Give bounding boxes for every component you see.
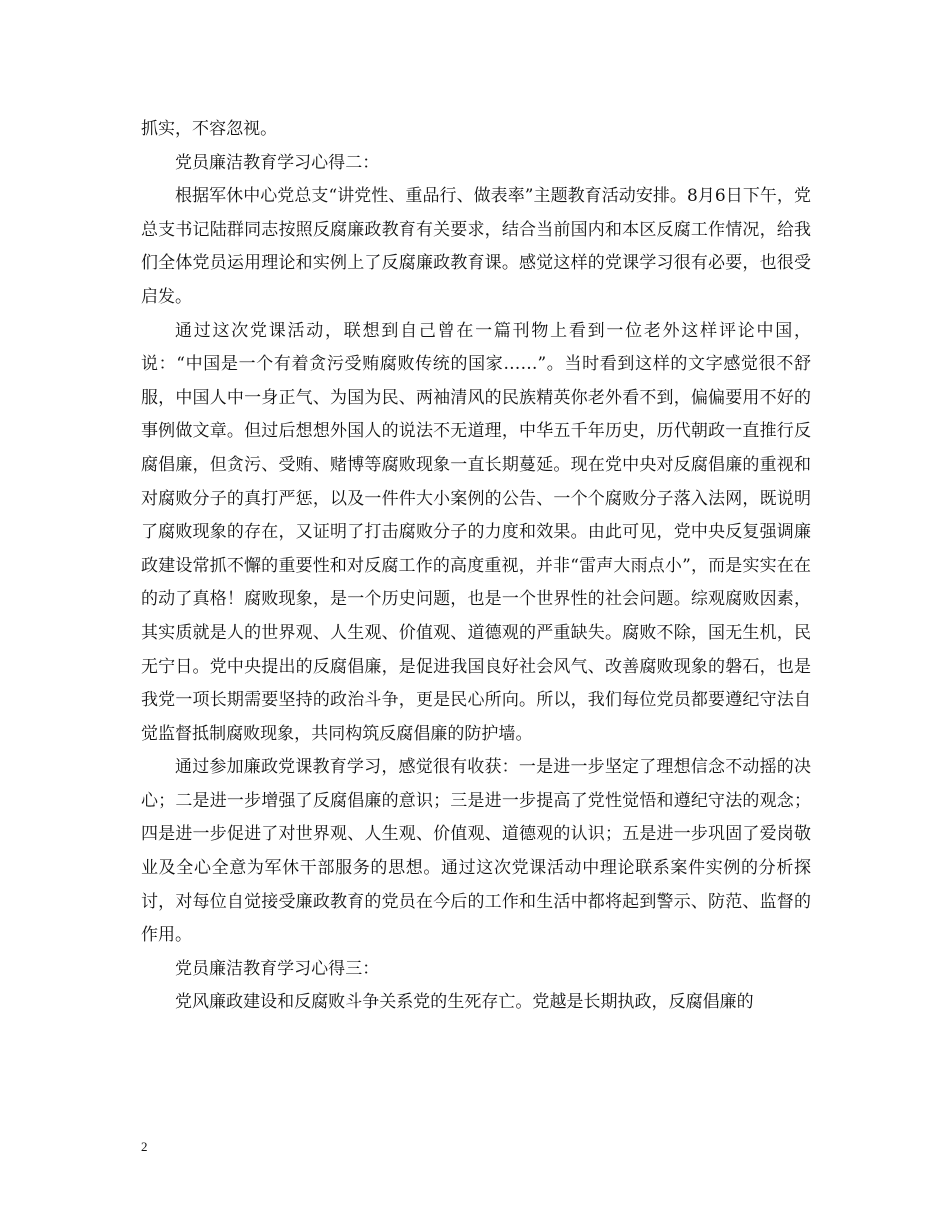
paragraph: 通过这次党课活动，联想到自己曾在一篇刊物上看到一位老外这样评论中国，说：“中国是一个有着贪污受贿腐败传统的国家……”。当时看到这样的文字感觉很不舒服，中国人中一身正气、为国为民、两袖清风的民族精英你老外看不到，偏偏要用不好的事例做文章。但过后想想外国人的说法不无道理，中华五千年历史，历代朝政一直推行反腐倡廉，但贪污、受贿、赌博等腐败现象一直长期蔓延。现在党中央对反腐倡廉的重视和对腐败分子的真打严惩，以及一件件大小案例的公告、一个个腐败分子落入法网，既说明了腐败现象的存在，又证明了打击腐败分子的力度和效果。由此可见，党中央反复强调廉政建设常抓不懈的重要性和对反腐工作的高度重视，并非“雷声大雨点小”，而是实实在在的动了真格！腐败现象，是一个历史问题，也是一个世界性的社会问题。综观腐败因素，其实质就是人的世界观、人生观、价值观、道德观的严重缺失。腐败不除，国无生机，民无宁日。党中央提出的反腐倡廉，是促进我国良好社会风气、改善腐败现象的磐石，也是我党一项长期需要坚持的政治斗争，更是民心所向。所以，我们每位党员都要遵纪守法自觉监督抵制腐败现象，共同构筑反腐倡廉的防护墙。 [141,320,811,744]
document-body [141,113,811,1020]
paragraph-continuation: 抓实，不容忽视。 [141,119,278,139]
paragraph: 根据军休中心党总支“讲党性、重品行、做表率”主题教育活动安排。8月6日下午，党总支书记陆群同志按照反腐廉政教育有关要求，结合当前国内和本区反腐工作情况，给我们全体党员运用理论和实例上了反腐廉政教育课。感觉这样的党课学习很有必要，也很受启发。 [141,186,811,307]
paragraph: 党风廉政建设和反腐败斗争关系党的生死存亡。党越是长期执政，反腐倡廉的 [175,992,754,1013]
page-number: 2 [141,1139,148,1154]
paragraph: 通过参加廉政党课教育学习，感觉很有收获：一是进一步坚定了理想信念不动摇的决心；二是进一步增强了反腐倡廉的意识；三是进一步提高了党性觉悟和遵纪守法的观念；四是进一步促进了对世界观、人生观、价值观、道德观的认识；五是进一步巩固了爱岗敬业及全心全意为军休干部服务的思想。通过这次党课活动中理论联系案件实例的分析探讨，对每位自觉接受廉政教育的党员在今后的工作和生活中都将起到警示、防范、监督的作用。 [141,757,811,946]
section-heading-3: 党员廉洁教育学习心得三： [175,958,380,979]
section-heading-2: 党员廉洁教育学习心得二： [175,152,380,173]
